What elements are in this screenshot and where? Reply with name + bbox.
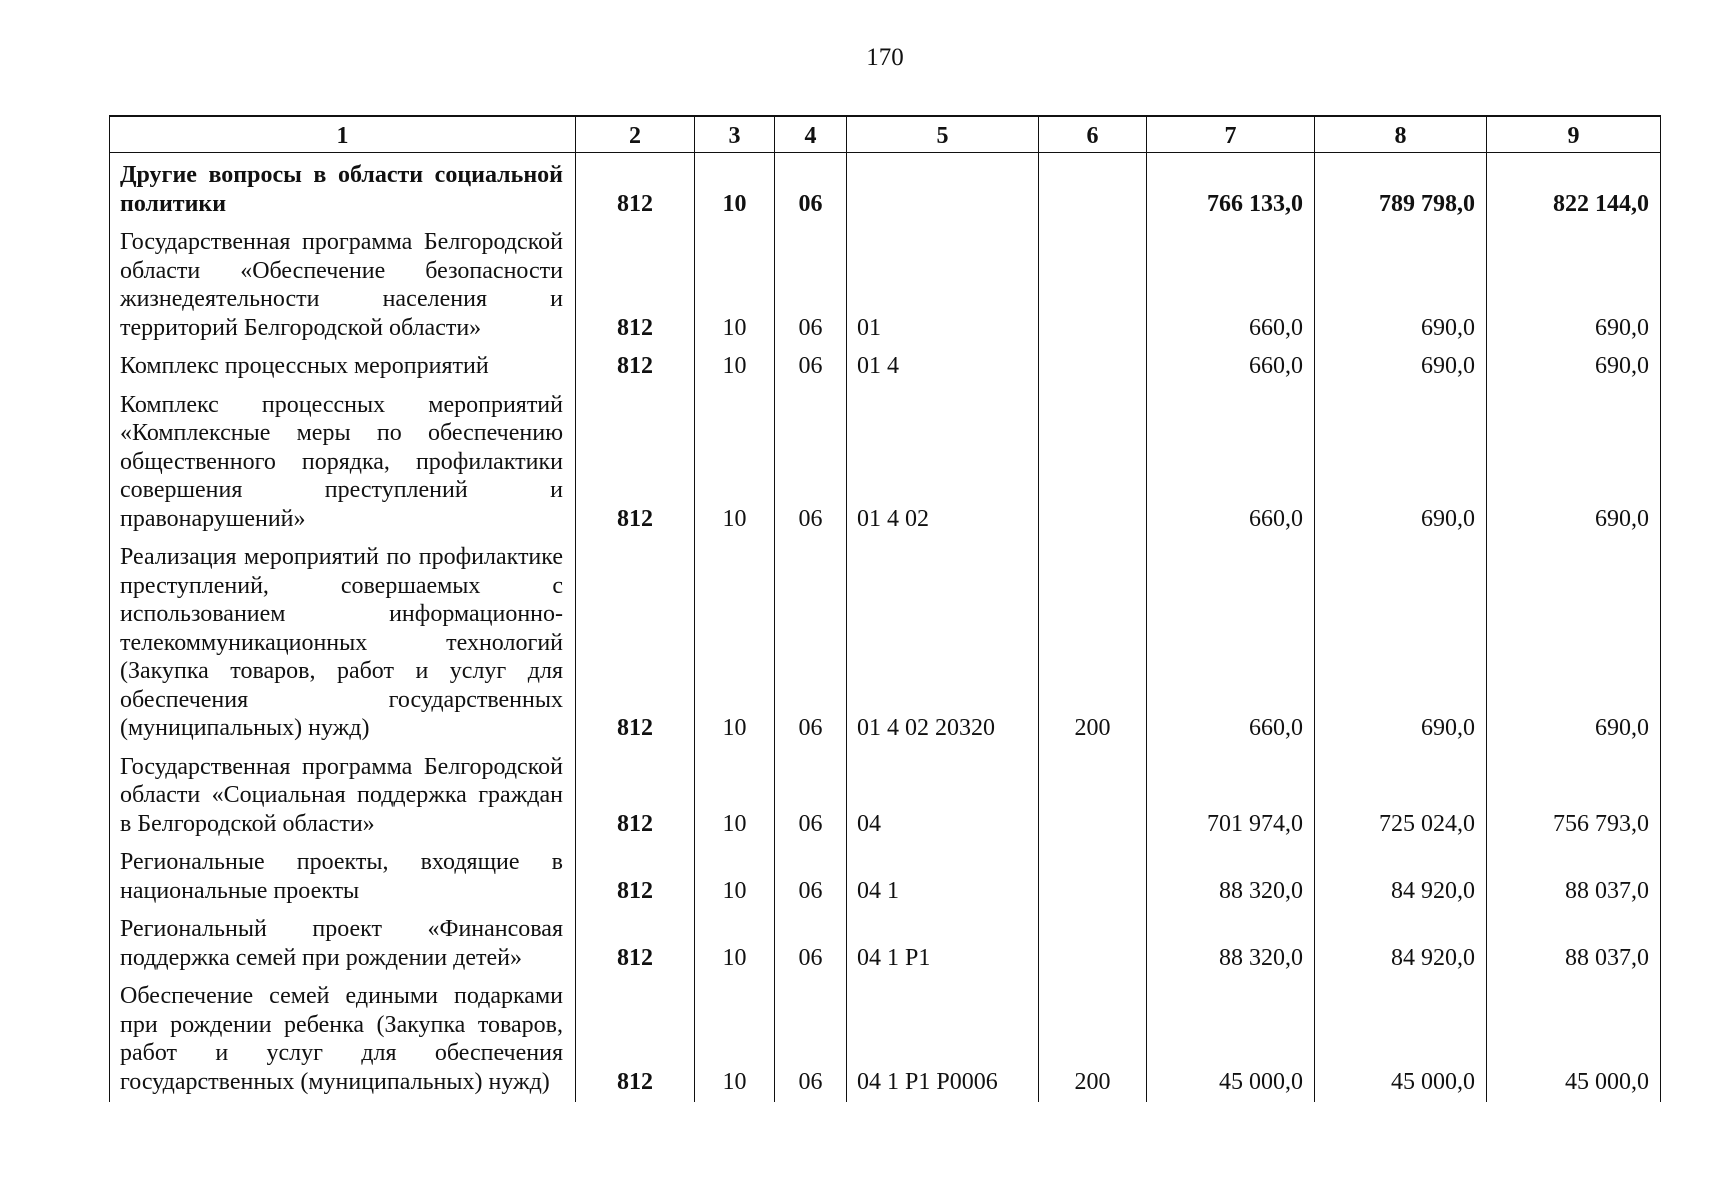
row-amount-year1: 701 974,0 [1147,749,1315,845]
row-subsection: 06 [775,749,847,845]
row-target-article: 01 4 02 20320 [847,539,1039,749]
row-target-article: 01 [847,224,1039,348]
header-cell-2: 2 [576,116,695,153]
header-cell-4: 4 [775,116,847,153]
row-section: 10 [695,911,775,978]
row-amount-year1: 45 000,0 [1147,978,1315,1102]
row-subsection: 06 [775,911,847,978]
row-section: 10 [695,348,775,387]
row-amount-year2: 690,0 [1315,539,1487,749]
row-amount-year1: 660,0 [1147,224,1315,348]
row-name: Региональный проект «Финансовая поддержка семей при рождении детей» [110,911,576,978]
header-cell-8: 8 [1315,116,1487,153]
header-row [110,116,1661,153]
table-row [110,844,1661,911]
row-amount-year3: 88 037,0 [1487,844,1661,911]
table-row [110,153,1661,225]
row-expense-type [1039,224,1147,348]
row-target-article: 04 1 [847,844,1039,911]
header-cell-7: 7 [1147,116,1315,153]
row-grbs: 812 [576,749,695,845]
row-expense-type [1039,348,1147,387]
row-subsection: 06 [775,978,847,1102]
row-target-article: 04 [847,749,1039,845]
row-amount-year3: 690,0 [1487,224,1661,348]
row-amount-year3: 690,0 [1487,348,1661,387]
row-section: 10 [695,749,775,845]
row-subsection: 06 [775,387,847,540]
row-amount-year2: 725 024,0 [1315,749,1487,845]
row-subsection: 06 [775,844,847,911]
row-grbs: 812 [576,978,695,1102]
row-expense-type [1039,844,1147,911]
table-row [110,387,1661,540]
row-amount-year3: 88 037,0 [1487,911,1661,978]
row-grbs: 812 [576,539,695,749]
row-target-article: 01 4 02 [847,387,1039,540]
row-subsection: 06 [775,153,847,225]
row-amount-year1: 88 320,0 [1147,844,1315,911]
row-amount-year2: 84 920,0 [1315,911,1487,978]
row-target-article: 04 1 P1 [847,911,1039,978]
header-cell-3: 3 [695,116,775,153]
row-subsection: 06 [775,539,847,749]
row-name: Реализация мероприятий по профилактике преступлений, совершаемых с использованием информационно-телекоммуникационных технологий (Закупка товаров, работ и услуг для обеспечения государственных (муниципальных) нужд) [110,539,576,749]
row-expense-type [1039,911,1147,978]
row-amount-year3: 756 793,0 [1487,749,1661,845]
row-section: 10 [695,539,775,749]
row-section: 10 [695,844,775,911]
row-amount-year1: 88 320,0 [1147,911,1315,978]
row-amount-year2: 84 920,0 [1315,844,1487,911]
header-cell-9: 9 [1487,116,1661,153]
row-name: Комплекс процессных мероприятий «Комплексные меры по обеспечению общественного порядка, профилактики совершения преступлений и правонарушений» [110,387,576,540]
table-row [110,348,1661,387]
row-section: 10 [695,978,775,1102]
row-grbs: 812 [576,387,695,540]
table-row [110,911,1661,978]
row-section: 10 [695,387,775,540]
row-grbs: 812 [576,348,695,387]
row-expense-type: 200 [1039,539,1147,749]
header-cell-1: 1 [110,116,576,153]
row-amount-year1: 660,0 [1147,387,1315,540]
row-name: Региональные проекты, входящие в национальные проекты [110,844,576,911]
row-name: Комплекс процессных мероприятий [110,348,576,387]
row-grbs: 812 [576,224,695,348]
row-target-article [847,153,1039,225]
row-amount-year1: 660,0 [1147,348,1315,387]
row-amount-year2: 789 798,0 [1315,153,1487,225]
table-row [110,749,1661,845]
table-row [110,539,1661,749]
row-name: Другие вопросы в области социальной политики [110,153,576,225]
row-name: Обеспечение семей едиными подарками при рождении ребенка (Закупка товаров, работ и услуг для обеспечения государственных (муниципальных) нужд) [110,978,576,1102]
row-amount-year3: 690,0 [1487,387,1661,540]
row-grbs: 812 [576,844,695,911]
row-subsection: 06 [775,348,847,387]
table-row [110,978,1661,1102]
row-amount-year1: 660,0 [1147,539,1315,749]
row-subsection: 06 [775,224,847,348]
header-cell-5: 5 [847,116,1039,153]
row-grbs: 812 [576,153,695,225]
row-amount-year3: 690,0 [1487,539,1661,749]
budget-table [109,115,1661,1102]
row-expense-type [1039,387,1147,540]
page-number: 170 [866,44,904,71]
row-amount-year3: 822 144,0 [1487,153,1661,225]
row-amount-year2: 690,0 [1315,387,1487,540]
row-expense-type: 200 [1039,978,1147,1102]
row-target-article: 04 1 P1 P0006 [847,978,1039,1102]
row-name: Государственная программа Белгородской области «Обеспечение безопасности жизнедеятельности населения и территорий Белгородской области» [110,224,576,348]
row-section: 10 [695,153,775,225]
row-expense-type [1039,153,1147,225]
row-amount-year2: 690,0 [1315,348,1487,387]
row-target-article: 01 4 [847,348,1039,387]
row-amount-year3: 45 000,0 [1487,978,1661,1102]
row-amount-year1: 766 133,0 [1147,153,1315,225]
row-expense-type [1039,749,1147,845]
row-amount-year2: 690,0 [1315,224,1487,348]
table-row [110,224,1661,348]
row-amount-year2: 45 000,0 [1315,978,1487,1102]
row-grbs: 812 [576,911,695,978]
row-name: Государственная программа Белгородской области «Социальная поддержка граждан в Белгородской области» [110,749,576,845]
header-cell-6: 6 [1039,116,1147,153]
row-section: 10 [695,224,775,348]
